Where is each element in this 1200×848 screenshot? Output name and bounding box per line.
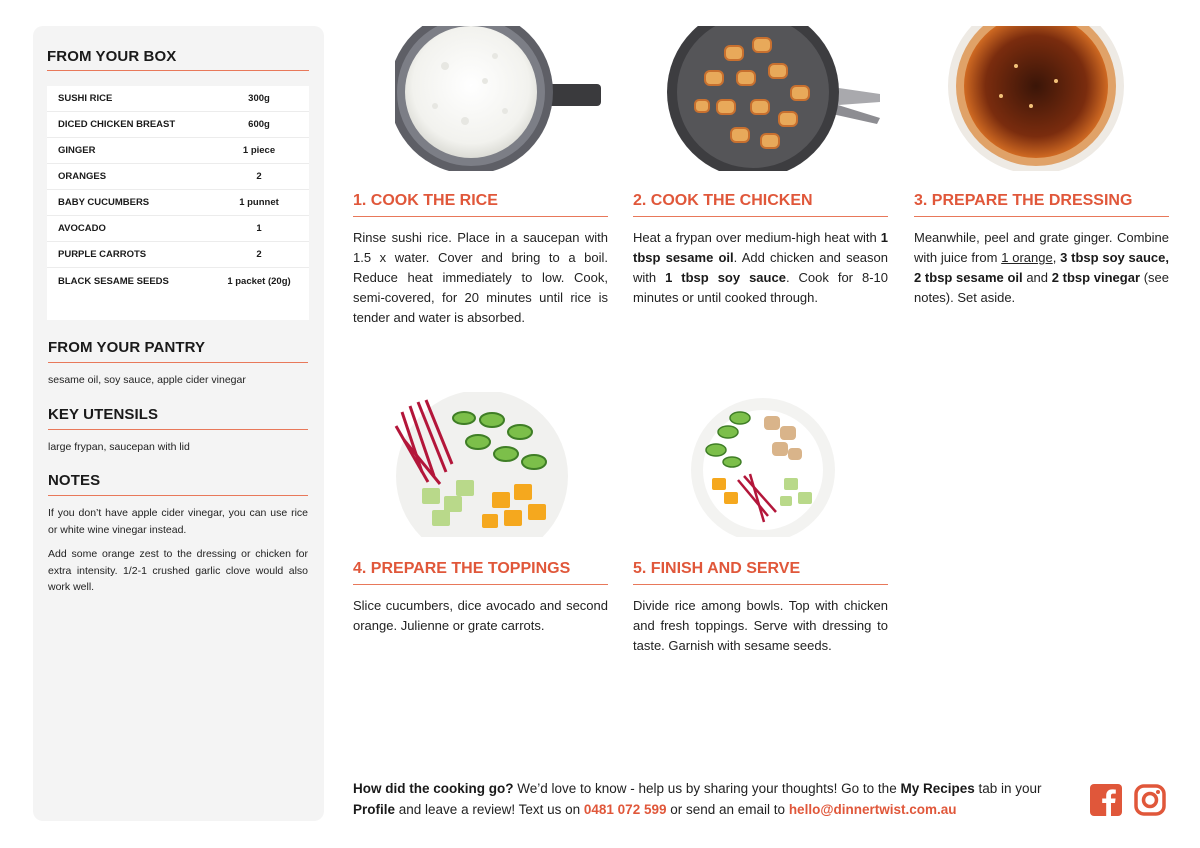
- notes-title: NOTES: [48, 472, 101, 489]
- utensils-rule: [48, 429, 308, 430]
- table-row: [47, 86, 309, 112]
- ingredient-qty: 1: [256, 223, 262, 234]
- feedback-footer: [353, 778, 1073, 820]
- utensils-title: KEY UTENSILS: [48, 406, 159, 423]
- ingredient-name: ORANGES: [58, 171, 107, 182]
- step-text-underline: 1 orange: [1001, 250, 1053, 265]
- notes-section: [48, 472, 308, 596]
- table-row: [47, 138, 309, 164]
- ingredient-name: PURPLE CARROTS: [58, 249, 147, 260]
- notes-rule: [48, 495, 308, 496]
- step-5-text: [633, 596, 888, 656]
- finished-bowl-image: [688, 392, 838, 537]
- step-4-text: [353, 596, 608, 636]
- step-5-title: 5. FINISH AND SERVE: [633, 560, 801, 577]
- ingredient-name: GINGER: [58, 145, 96, 156]
- table-row: [47, 112, 309, 138]
- ingredient-qty: 600g: [248, 119, 270, 130]
- ingredient-qty: 1 packet (20g): [227, 275, 291, 287]
- table-row: [47, 242, 309, 268]
- step-2-title: 2. COOK THE CHICKEN: [633, 192, 813, 209]
- footer-text: tab in your: [974, 781, 1042, 796]
- pantry-rule: [48, 362, 308, 363]
- step-text-bold: 1 tbsp sesame oil: [633, 230, 888, 265]
- ingredient-name: BLACK SESAME SEEDS: [58, 275, 169, 287]
- sidebar: [33, 26, 324, 821]
- from-box-rule: [47, 70, 309, 71]
- step-text-part: Slice cucumbers, dice avocado and second orange. Julienne or grate carrots.: [353, 598, 608, 633]
- step-1-rule: [353, 216, 608, 217]
- step-1-title: 1. COOK THE RICE: [353, 192, 498, 209]
- step-text-bold: 3 tbsp soy sauce, 2 tbsp sesame oil: [914, 250, 1169, 285]
- dressing-bowl-image: [946, 26, 1126, 171]
- step-1-text: [353, 228, 608, 328]
- toppings-bowl-image: [382, 392, 576, 537]
- step-text-part: Rinse sushi rice. Place in a saucepan with 1.5 x water. Cover and bring to a boil. Reduce heat immediately to low. Cook, semi-covered, for 20 minutes until rice is tender and water is absorbed.: [353, 230, 608, 325]
- table-row: [47, 268, 309, 294]
- ingredient-qty: 300g: [248, 93, 270, 104]
- ingredients-table: [47, 86, 309, 320]
- ingredient-qty: 2: [256, 249, 262, 260]
- instagram-icon[interactable]: [1134, 784, 1166, 821]
- email-link[interactable]: hello@dinnertwist.com.au: [788, 802, 957, 817]
- chicken-frypan-image: [665, 26, 885, 171]
- step-text-bold: 1 tbsp soy sauce: [665, 270, 786, 285]
- notes-text: [48, 505, 308, 596]
- footer-bold: How did the cooking go?: [353, 781, 514, 796]
- profile-label: Profile: [353, 802, 396, 817]
- table-row: [47, 190, 309, 216]
- pantry-title: FROM YOUR PANTRY: [48, 339, 206, 356]
- step-text-bold: 2 tbsp vinegar: [1051, 270, 1141, 285]
- pantry-text: sesame oil, soy sauce, apple cider vinegar: [48, 374, 246, 386]
- ingredient-name: DICED CHICKEN BREAST: [58, 119, 176, 130]
- footer-text: or send an email to: [666, 802, 789, 817]
- footer-text: We’d love to know - help us by sharing your thoughts! Go to the: [513, 781, 901, 796]
- footer-text: and leave a review! Text us on: [395, 802, 584, 817]
- utensils-text: large frypan, saucepan with lid: [48, 441, 190, 453]
- table-row: [47, 216, 309, 242]
- step-3-title: 3. PREPARE THE DRESSING: [914, 192, 1133, 209]
- step-text-part: . Add chicken and season with: [633, 250, 888, 285]
- ingredient-qty: 2: [256, 171, 262, 182]
- ingredient-name: SUSHI RICE: [58, 93, 113, 104]
- step-text-part: Heat a frypan over medium-high heat with: [633, 230, 881, 245]
- step-2-text: [633, 228, 888, 308]
- step-3-text: [914, 228, 1169, 308]
- ingredient-qty: 1 punnet: [239, 197, 279, 208]
- step-5-rule: [633, 584, 888, 585]
- from-box-title: FROM YOUR BOX: [47, 48, 177, 65]
- step-text-part: and: [1022, 270, 1052, 285]
- phone-link[interactable]: 0481 072 599: [583, 802, 667, 817]
- step-text-part: ,: [1052, 250, 1061, 265]
- facebook-icon[interactable]: [1090, 784, 1122, 821]
- ingredient-name: BABY CUCUMBERS: [58, 197, 150, 208]
- step-text-part: . Cook for 8-10 minutes or until cooked through.: [633, 270, 888, 305]
- ingredient-qty: 1 piece: [242, 145, 276, 156]
- rice-saucepan-image: [395, 26, 605, 171]
- my-recipes-label: My Recipes: [900, 781, 975, 796]
- ingredient-name: AVOCADO: [58, 223, 106, 234]
- step-2-rule: [633, 216, 888, 217]
- note-paragraph: Add some orange zest to the dressing or chicken for extra intensity. 1/2-1 crushed garlic clove would also work well.: [48, 548, 308, 593]
- note-paragraph: If you don’t have apple cider vinegar, you can use rice or white wine vinegar instead.: [48, 507, 308, 536]
- utensils-section: [48, 406, 308, 456]
- step-4-title: 4. PREPARE THE TOPPINGS: [353, 560, 571, 577]
- step-4-rule: [353, 584, 608, 585]
- step-3-rule: [914, 216, 1169, 217]
- pantry-section: [48, 339, 308, 389]
- step-text-part: Meanwhile, peel and grate ginger. Combine with juice from: [914, 230, 1169, 265]
- step-text-part: (see notes). Set aside.: [914, 270, 1169, 305]
- step-text-part: Divide rice among bowls. Top with chicken and fresh toppings. Serve with dressing to taste. Garnish with sesame seeds.: [633, 598, 888, 653]
- table-row: [47, 164, 309, 190]
